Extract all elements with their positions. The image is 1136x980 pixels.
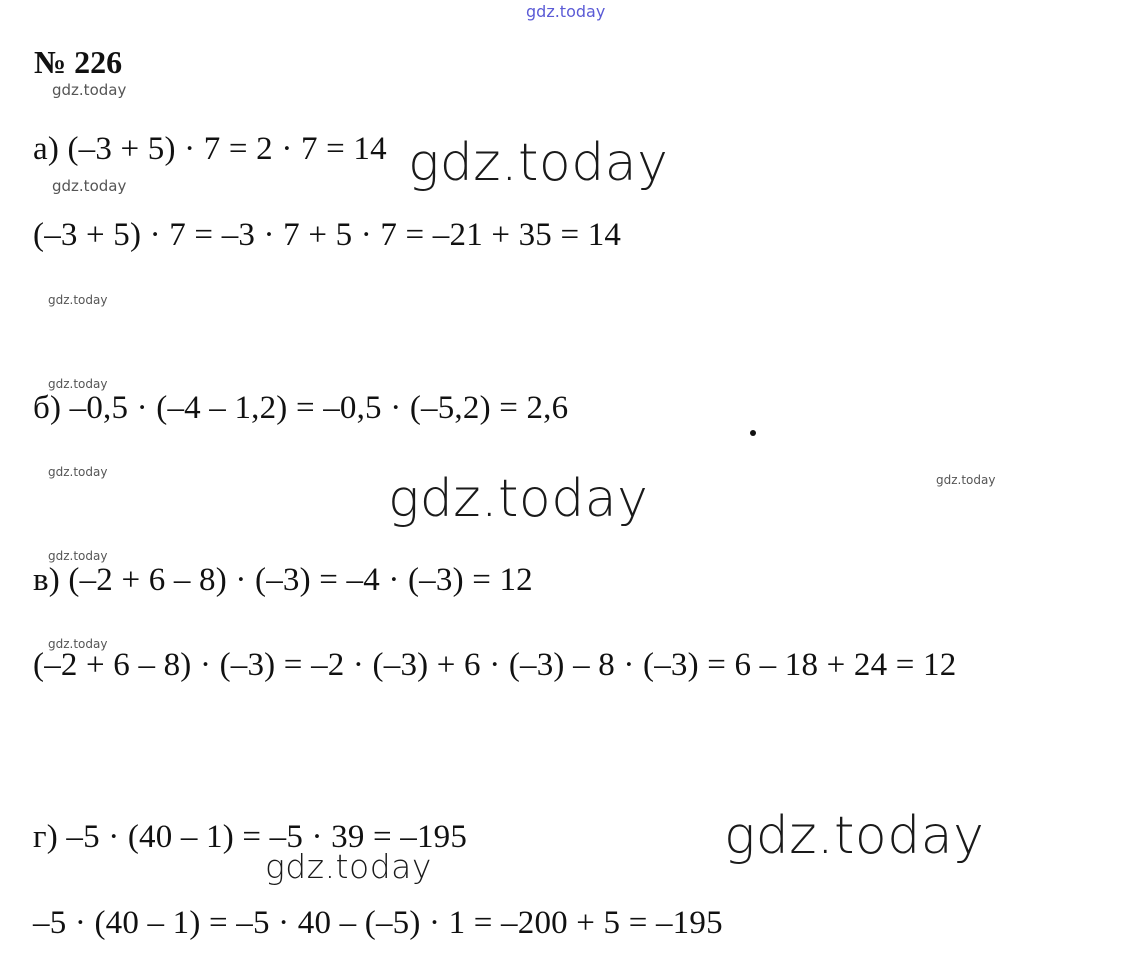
watermark-small: gdz.today	[48, 377, 108, 391]
solution-line-a2: (–3 + 5) · 7 = –3 · 7 + 5 · 7 = –21 + 35 = 14	[33, 217, 622, 253]
watermark-small: gdz.today	[48, 637, 108, 651]
stray-dot	[750, 430, 756, 436]
watermark-small: gdz.today	[48, 293, 108, 307]
watermark-small: gdz.today	[52, 177, 127, 195]
top-watermark: gdz.today	[526, 2, 606, 21]
solution-line-v1: в) (–2 + 6 – 8) · (–3) = –4 · (–3) = 12	[33, 562, 533, 598]
watermark-small: gdz.today	[936, 473, 996, 487]
watermark-large: gdz.today	[408, 133, 669, 193]
problem-title: № 226	[34, 44, 123, 80]
watermark-small: gdz.today	[48, 465, 108, 479]
solution-line-g1: г) –5 · (40 – 1) = –5 · 39 = –195	[33, 819, 468, 855]
watermark-large: gdz.today	[724, 806, 985, 866]
watermark-large: gdz.today	[388, 469, 649, 529]
watermark-small: gdz.today	[52, 81, 127, 99]
watermark-small: gdz.today	[48, 549, 108, 563]
solution-line-b1: б) –0,5 · (–4 – 1,2) = –0,5 · (–5,2) = 2,6	[33, 390, 569, 426]
solution-line-v2: (–2 + 6 – 8) · (–3) = –2 · (–3) + 6 · (–3) – 8 · (–3) = 6 – 18 + 24 = 12	[33, 647, 957, 683]
watermark-large: gdz.today	[265, 847, 432, 886]
solution-line-g2: –5 · (40 – 1) = –5 · 40 – (–5) · 1 = –200 + 5 = –195	[33, 905, 723, 941]
solution-line-a1: а) (–3 + 5) · 7 = 2 · 7 = 14	[33, 131, 387, 167]
